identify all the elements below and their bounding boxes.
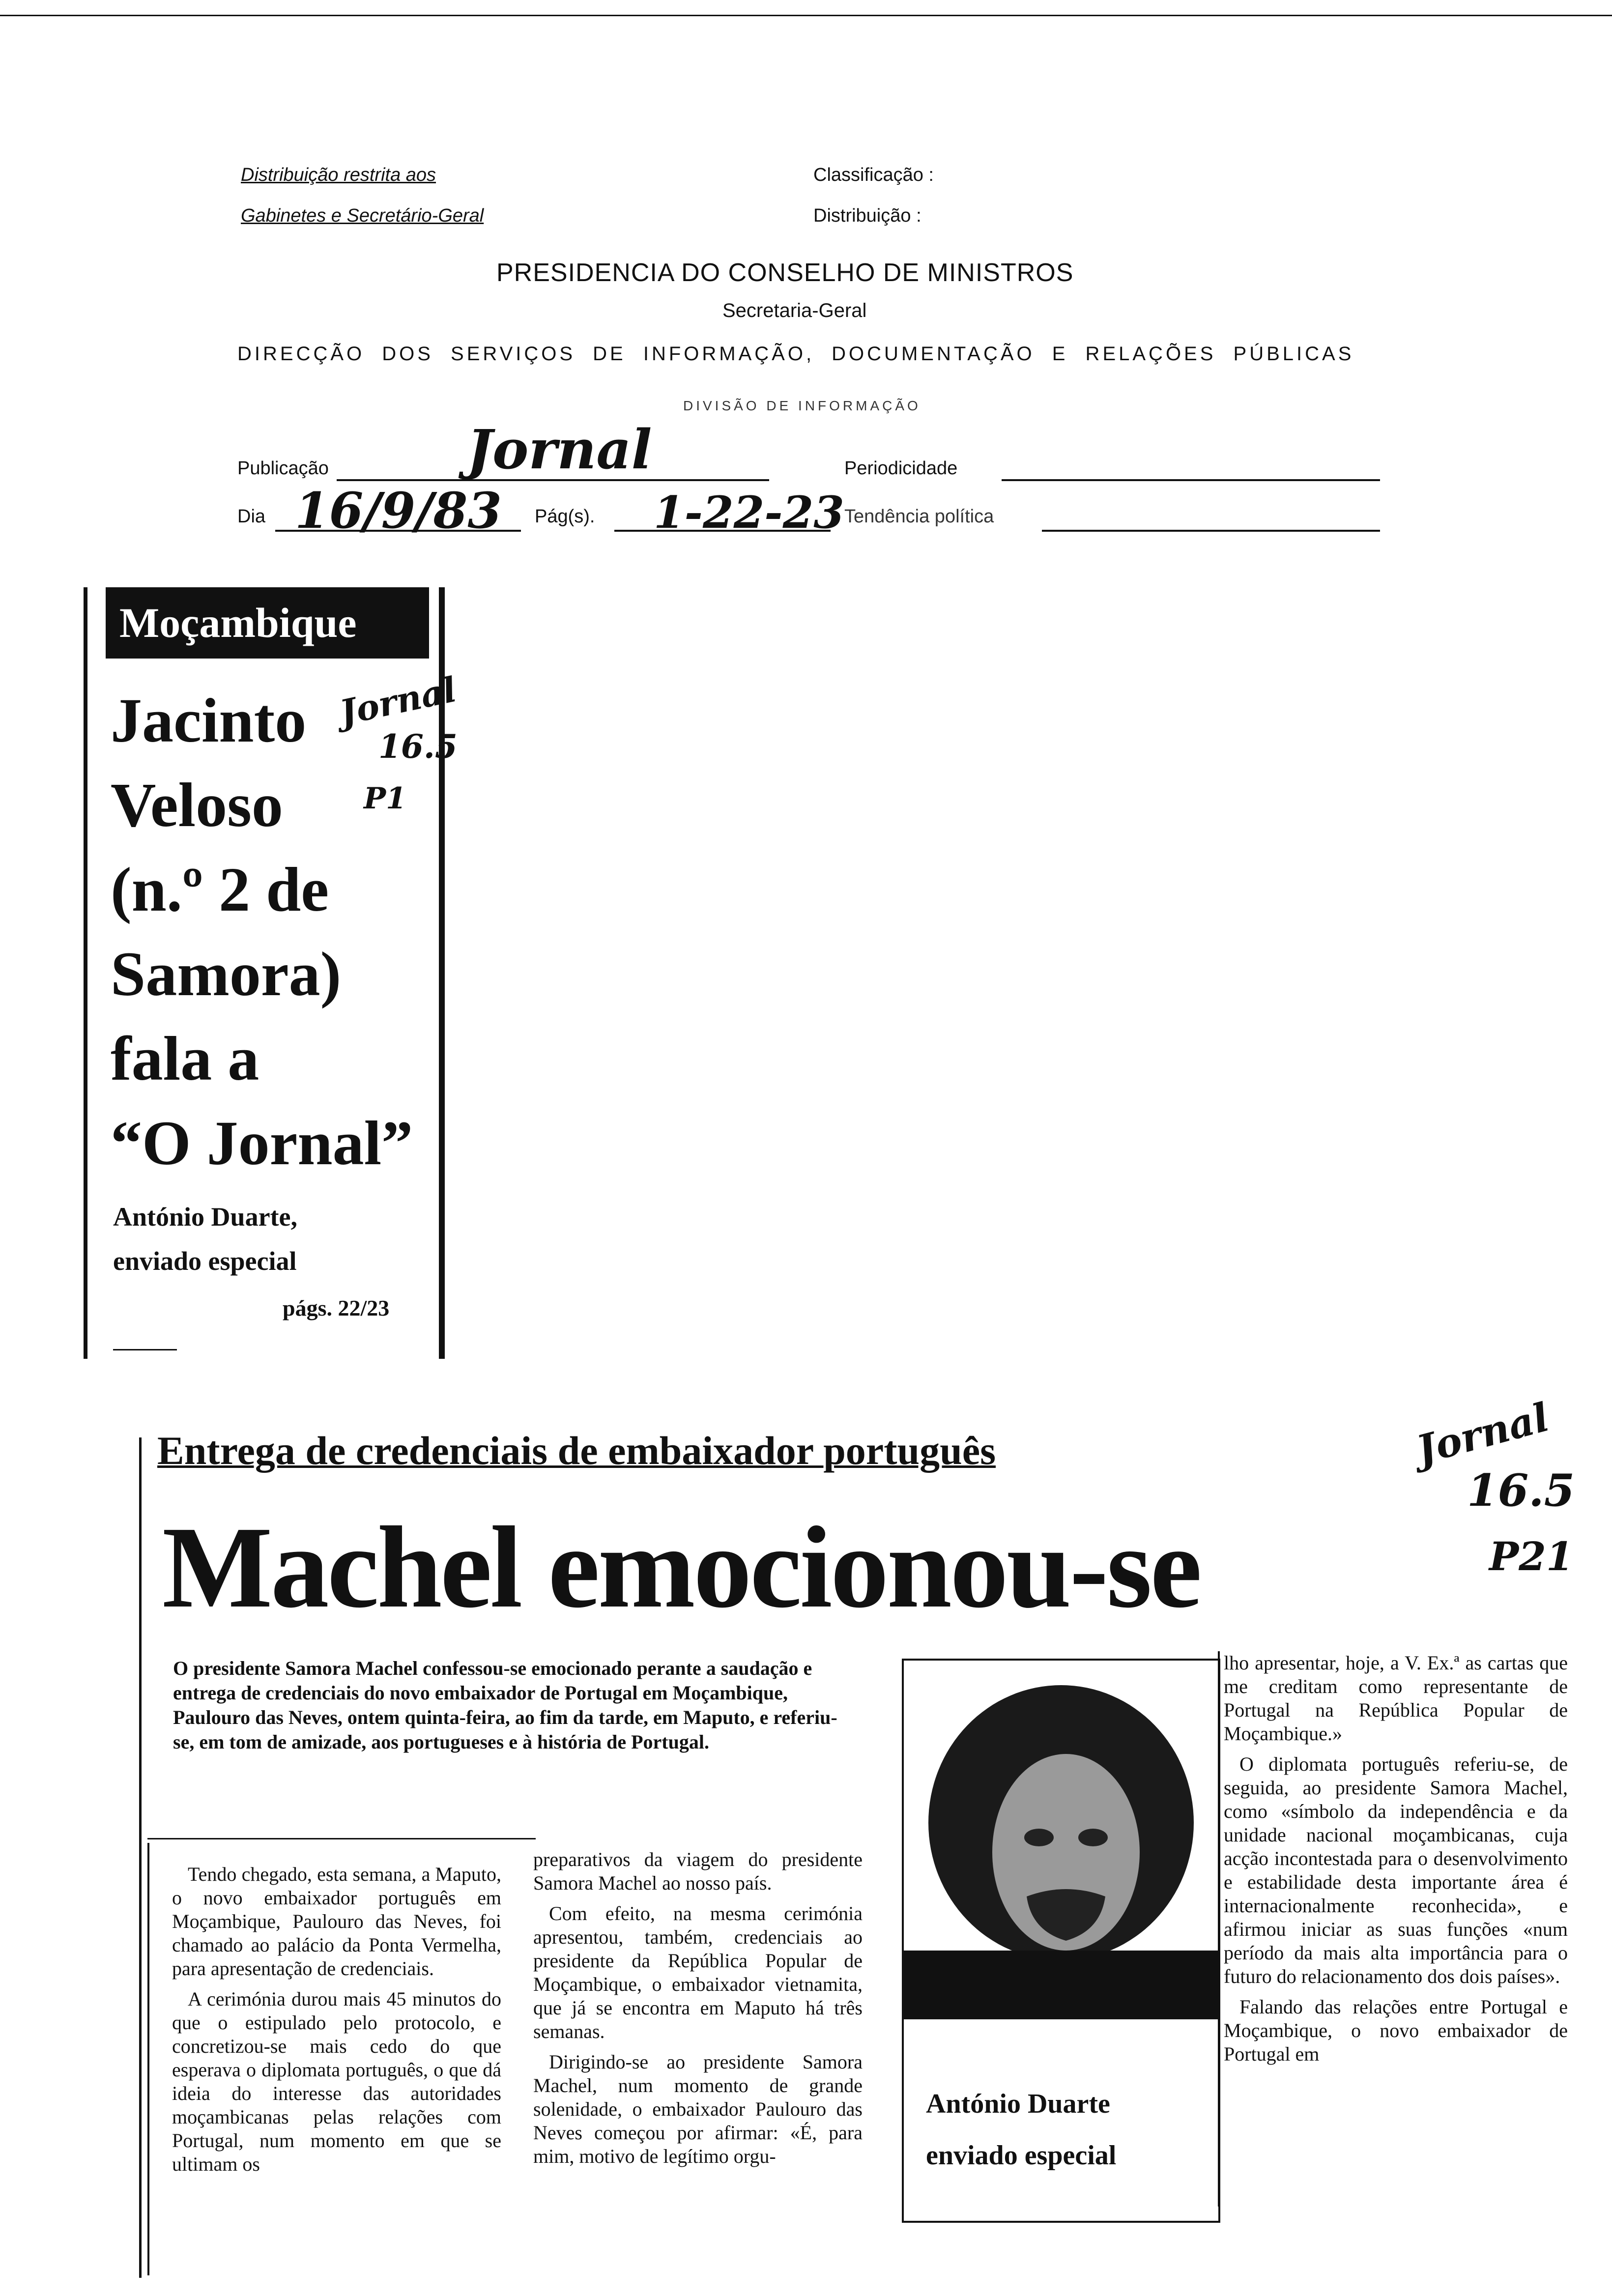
distribution-label: Distribuição :: [813, 205, 921, 226]
paragraph: Dirigindo-se ao presidente Samora Machel, num momento de grande solenidade, o embaixador Paulouro das Neves começou por afirmar: «É, para mim, motivo de legítimo orgu-: [533, 2051, 863, 2167]
front-clip-bottom-rule: [113, 1349, 177, 1350]
photo-caption-name: António Duarte: [926, 2089, 1110, 2119]
photo-frame: [902, 1659, 1220, 2223]
paragraph: O diplomata português referiu-se, de seguida, ao presidente Samora Machel, como «símbolo da independência e da unidade nacional moçambicanas, cuja acção incontestada para o desenvolvimento e estabilidade desta importante área é internacionalmente reconhecida», e afirmou iniciar as suas funções «num período da mais alta importância para o futuro do relacionamento dos dois países».: [1224, 1753, 1568, 1987]
front-headline-line: Jacinto: [111, 686, 307, 755]
article-annotation-jornal: Jornal: [1411, 1394, 1554, 1473]
front-headline-line: fala a: [111, 1024, 259, 1093]
paragraph: Com efeito, na mesma cerimónia apresentou, também, credenciais ao presidente da República Popular de Moçambique, o embaixador vietnamita, que já se encontra em Maputo há três semanas.: [533, 1902, 863, 2042]
article-kicker: Entrega de credenciais de embaixador português: [157, 1428, 996, 1473]
day-label: Dia: [237, 506, 266, 527]
clip-left-border: [84, 587, 87, 1359]
periodicity-line: [1002, 479, 1380, 481]
photo-caption-role: enviado especial: [926, 2140, 1117, 2171]
pages-value: 1-22-23: [654, 487, 844, 539]
article-lead: O presidente Samora Machel confessou-se emocionado perante a saudação e entrega de credenciais do novo embaixador de Portugal em Moçambique, Paulouro das Neves, ontem quinta-feira, ao fim da tarde, em Maputo, e referiu-se, em tom de amizade, aos portugueses e à história de Portugal.: [173, 1657, 837, 1753]
publication-value: Jornal: [467, 418, 652, 481]
secretariat-title: Secretaria-Geral: [722, 300, 867, 321]
tendency-line: [1042, 530, 1380, 532]
paragraph: Falando das relações entre Portugal e Moçambique, o novo embaixador de Portugal em: [1224, 1996, 1568, 2065]
classification-label: Classificação :: [813, 165, 934, 185]
col1-left-rule: [147, 1843, 149, 2275]
paragraph: preparativos da viagem do presidente Samora Machel ao nosso país.: [533, 1848, 863, 1894]
front-pages-ref: págs. 22/23: [283, 1295, 390, 1320]
front-byline-role: enviado especial: [113, 1246, 297, 1276]
article-annotation-code: P21: [1489, 1533, 1574, 1579]
section-banner: Moçambique: [106, 587, 429, 659]
article-column-1: [172, 1863, 501, 2183]
front-headline-line: “O Jornal”: [111, 1108, 413, 1178]
division-title: DIVISÃO DE INFORMAÇÃO: [683, 398, 921, 413]
publication-label: Publicação: [237, 458, 329, 479]
paragraph: Tendo chegado, esta semana, a Maputo, o novo embaixador português em Moçambique, Paulouro das Neves, foi chamado ao palácio da Ponta Vermelha, para apresentação de credenciais.: [172, 1863, 501, 1980]
front-byline-name: António Duarte,: [113, 1202, 297, 1232]
front-annotation-code: P1: [364, 781, 406, 816]
scan-top-line: [0, 15, 1612, 16]
article-left-border: [139, 1437, 142, 2278]
periodicity-label: Periodicidade: [844, 458, 958, 479]
author-portrait: [904, 1675, 1218, 2019]
front-headline-line: Veloso: [111, 770, 283, 840]
pages-label: Pág(s).: [535, 506, 595, 527]
directorate-title: DIRECÇÃO DOS SERVIÇOS DE INFORMAÇÃO, DOCUMENTAÇÃO E RELAÇÕES PÚBLICAS: [237, 343, 1354, 365]
day-value: 16/9/83: [295, 482, 502, 540]
front-headline: [111, 678, 413, 1185]
front-headline-line: (n.º 2 de: [111, 855, 329, 924]
front-headline-line: Samora): [111, 939, 342, 1009]
paragraph: lho apresentar, hoje, a V. Ex.ª as cartas que me creditam como representante de Portugal na República Popular de Moçambique.»: [1224, 1652, 1568, 1745]
article-column-2: [533, 1848, 863, 2175]
front-annotation-jornal: Jornal: [336, 669, 460, 733]
agency-title: PRESIDENCIA DO CONSELHO DE MINISTROS: [496, 258, 1074, 287]
paragraph: A cerimónia durou mais 45 minutos do que o estipulado pelo protocolo, e concretizou-se mais cedo do que esperava o diplomata português, o que dá ideia do interesse das autoridades moçambicanas pelas relações com Portugal, num momento em que se ultimam os: [172, 1988, 501, 2175]
article-headline: Machel emocionou-se: [162, 1503, 1200, 1632]
restricted-distribution-line2: Gabinetes e Secretário-Geral: [241, 205, 484, 226]
article-column-4: [1224, 1651, 1568, 2073]
photo-right-rule: [1218, 1651, 1220, 2207]
restricted-distribution-line1: Distribuição restrita aos: [241, 165, 436, 185]
article-annotation-number: 16.5: [1467, 1464, 1575, 1517]
lead-bottom-rule: [147, 1838, 536, 1839]
front-annotation-number: 16.5: [378, 727, 458, 766]
tendency-label: Tendência política: [844, 506, 994, 527]
